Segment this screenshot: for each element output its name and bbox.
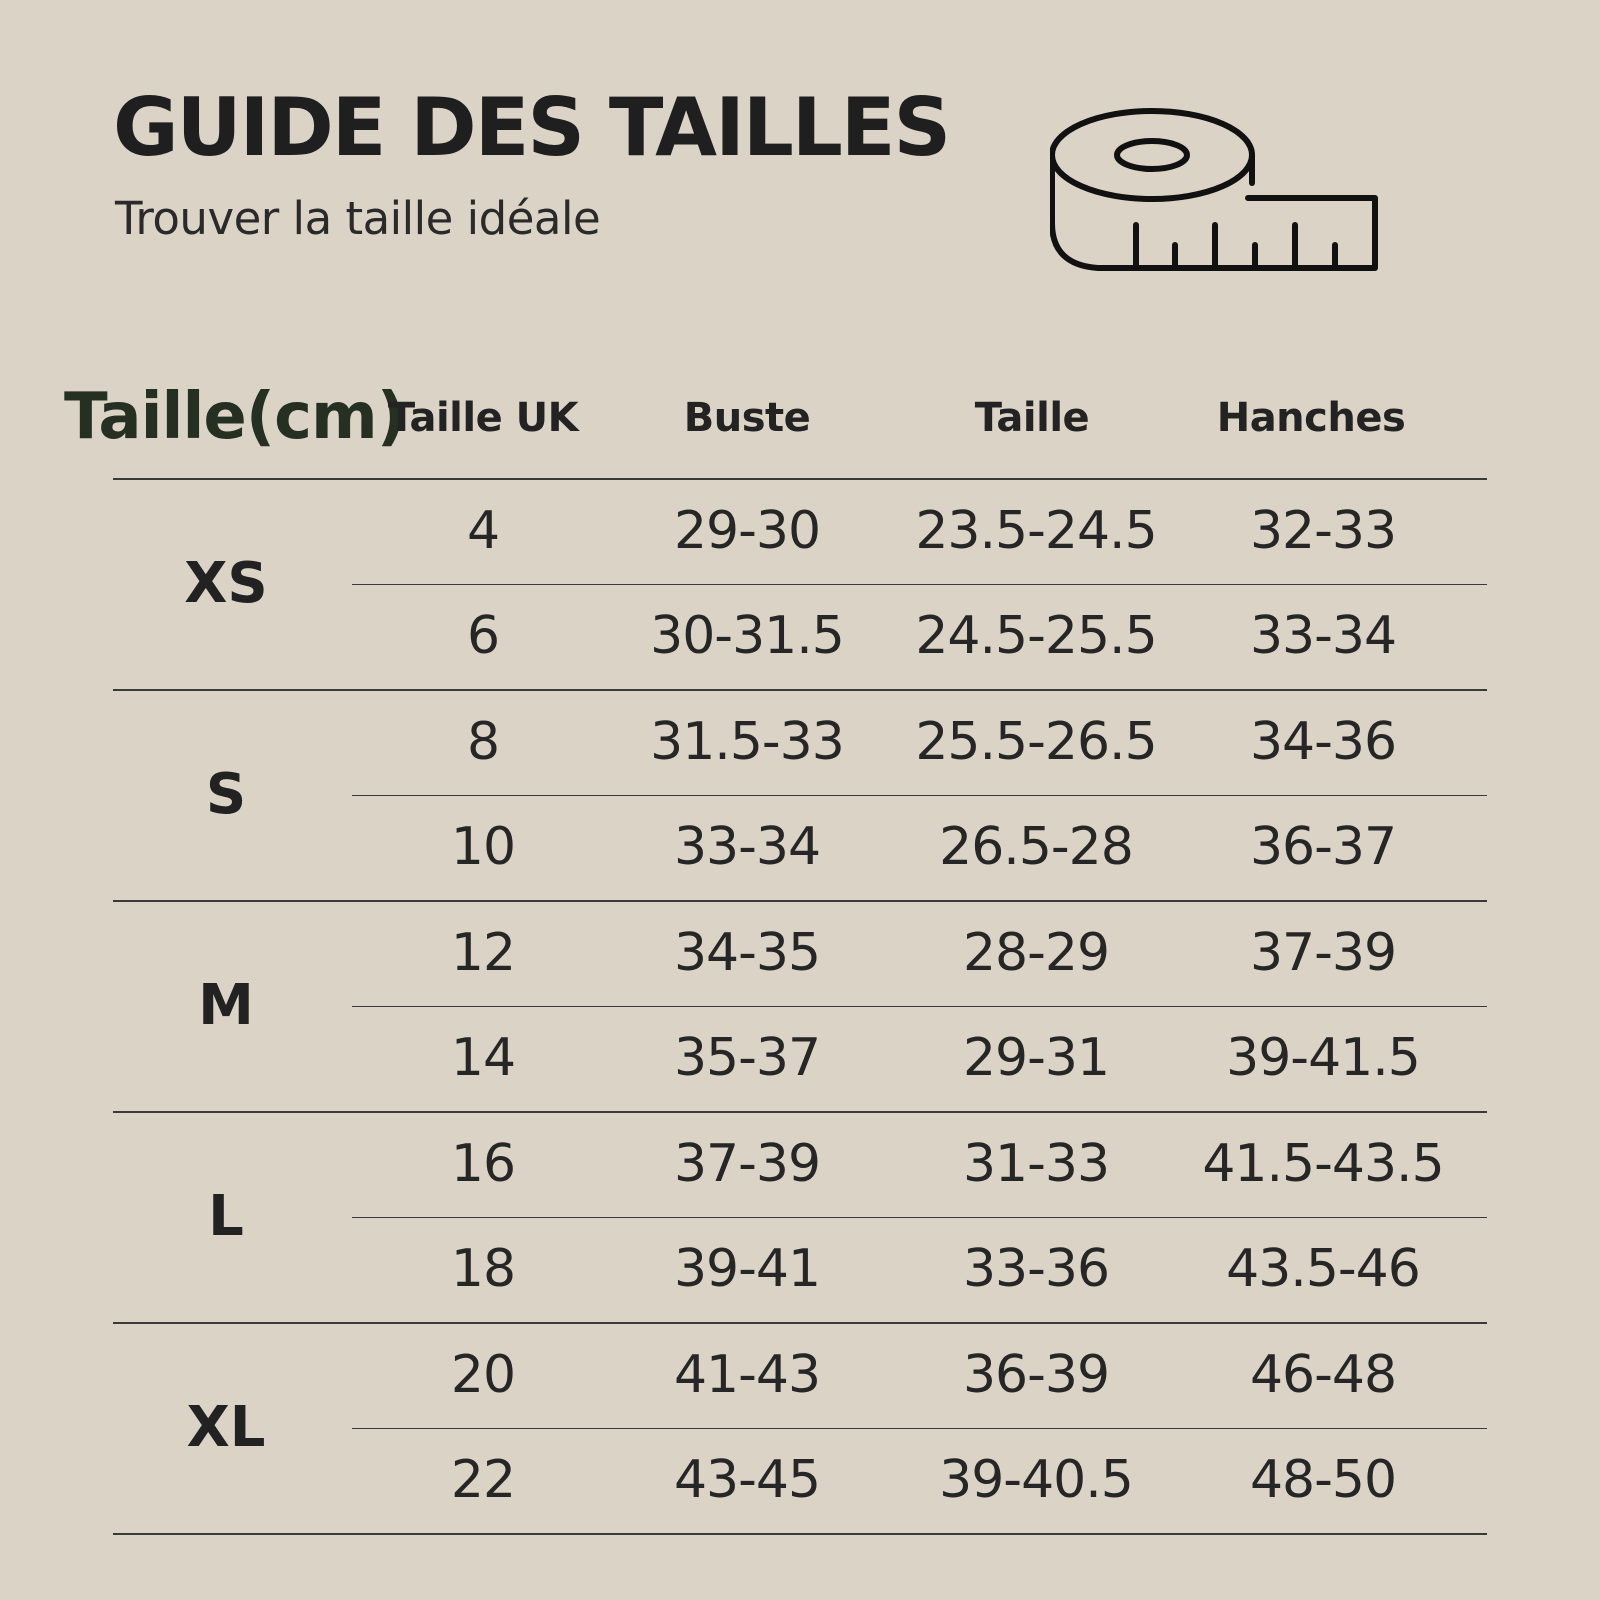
table-cell-uk: 8 bbox=[466, 711, 500, 772]
table-cell-hips: 39-41.5 bbox=[1226, 1028, 1420, 1089]
column-header-bust: Buste bbox=[683, 395, 811, 441]
row-divider bbox=[352, 1006, 1487, 1008]
table-cell-bust: 29-30 bbox=[673, 500, 821, 561]
table-cell-waist: 31-33 bbox=[962, 1133, 1110, 1194]
size-group-label: L bbox=[208, 1183, 244, 1249]
group-divider bbox=[113, 689, 1487, 691]
table-cell-uk: 6 bbox=[466, 606, 500, 667]
table-cell-hips: 46-48 bbox=[1249, 1344, 1397, 1405]
table-cell-bust: 39-41 bbox=[673, 1239, 821, 1300]
table-cell-waist: 24.5-25.5 bbox=[915, 606, 1157, 667]
group-divider bbox=[113, 900, 1487, 902]
table-cell-bust: 37-39 bbox=[673, 1133, 821, 1194]
table-cell-waist: 29-31 bbox=[962, 1028, 1110, 1089]
size-group-label: S bbox=[205, 761, 247, 827]
table-cell-uk: 20 bbox=[450, 1344, 516, 1405]
table-cell-waist: 23.5-24.5 bbox=[915, 500, 1157, 561]
table-cell-waist: 39-40.5 bbox=[939, 1450, 1133, 1511]
table-cell-uk: 14 bbox=[450, 1028, 516, 1089]
group-divider bbox=[113, 1533, 1487, 1535]
size-group-label: XS bbox=[184, 550, 268, 616]
table-cell-uk: 10 bbox=[450, 817, 516, 878]
table-cell-uk: 4 bbox=[466, 500, 500, 561]
row-divider bbox=[352, 1428, 1487, 1430]
page-subtitle: Trouver la taille idéale bbox=[115, 192, 601, 245]
table-cell-uk: 22 bbox=[450, 1450, 516, 1511]
table-cell-hips: 37-39 bbox=[1249, 922, 1397, 983]
column-header-uk: Taille UK bbox=[387, 395, 579, 441]
table-cell-uk: 12 bbox=[450, 922, 516, 983]
measuring-tape-icon bbox=[1050, 105, 1400, 285]
group-divider bbox=[113, 1111, 1487, 1113]
table-cell-hips: 43.5-46 bbox=[1226, 1239, 1420, 1300]
table-cell-bust: 31.5-33 bbox=[650, 711, 844, 772]
size-group-label: XL bbox=[186, 1394, 266, 1460]
table-cell-bust: 33-34 bbox=[673, 817, 821, 878]
table-cell-uk: 18 bbox=[450, 1239, 516, 1300]
table-cell-uk: 16 bbox=[450, 1133, 516, 1194]
table-cell-waist: 36-39 bbox=[962, 1344, 1110, 1405]
table-cell-hips: 36-37 bbox=[1249, 817, 1397, 878]
table-cell-hips: 34-36 bbox=[1249, 711, 1397, 772]
column-header-size: Taille(cm) bbox=[64, 380, 405, 454]
table-cell-bust: 35-37 bbox=[673, 1028, 821, 1089]
group-divider bbox=[113, 1322, 1487, 1324]
table-cell-waist: 28-29 bbox=[962, 922, 1110, 983]
column-header-hips: Hanches bbox=[1216, 395, 1406, 441]
table-cell-bust: 30-31.5 bbox=[650, 606, 844, 667]
table-cell-hips: 32-33 bbox=[1249, 500, 1397, 561]
table-cell-waist: 33-36 bbox=[962, 1239, 1110, 1300]
table-cell-hips: 48-50 bbox=[1249, 1450, 1397, 1511]
table-cell-hips: 41.5-43.5 bbox=[1202, 1133, 1444, 1194]
row-divider bbox=[352, 1217, 1487, 1219]
row-divider bbox=[352, 584, 1487, 586]
table-cell-bust: 41-43 bbox=[673, 1344, 821, 1405]
table-cell-bust: 34-35 bbox=[673, 922, 821, 983]
size-group-label: M bbox=[198, 972, 254, 1038]
table-cell-bust: 43-45 bbox=[673, 1450, 821, 1511]
table-cell-waist: 25.5-26.5 bbox=[915, 711, 1157, 772]
table-cell-waist: 26.5-28 bbox=[939, 817, 1133, 878]
page-title: GUIDE DES TAILLES bbox=[113, 81, 950, 174]
row-divider bbox=[352, 795, 1487, 797]
table-cell-hips: 33-34 bbox=[1249, 606, 1397, 667]
table-header-divider bbox=[113, 478, 1487, 480]
column-header-waist: Taille bbox=[974, 395, 1090, 441]
